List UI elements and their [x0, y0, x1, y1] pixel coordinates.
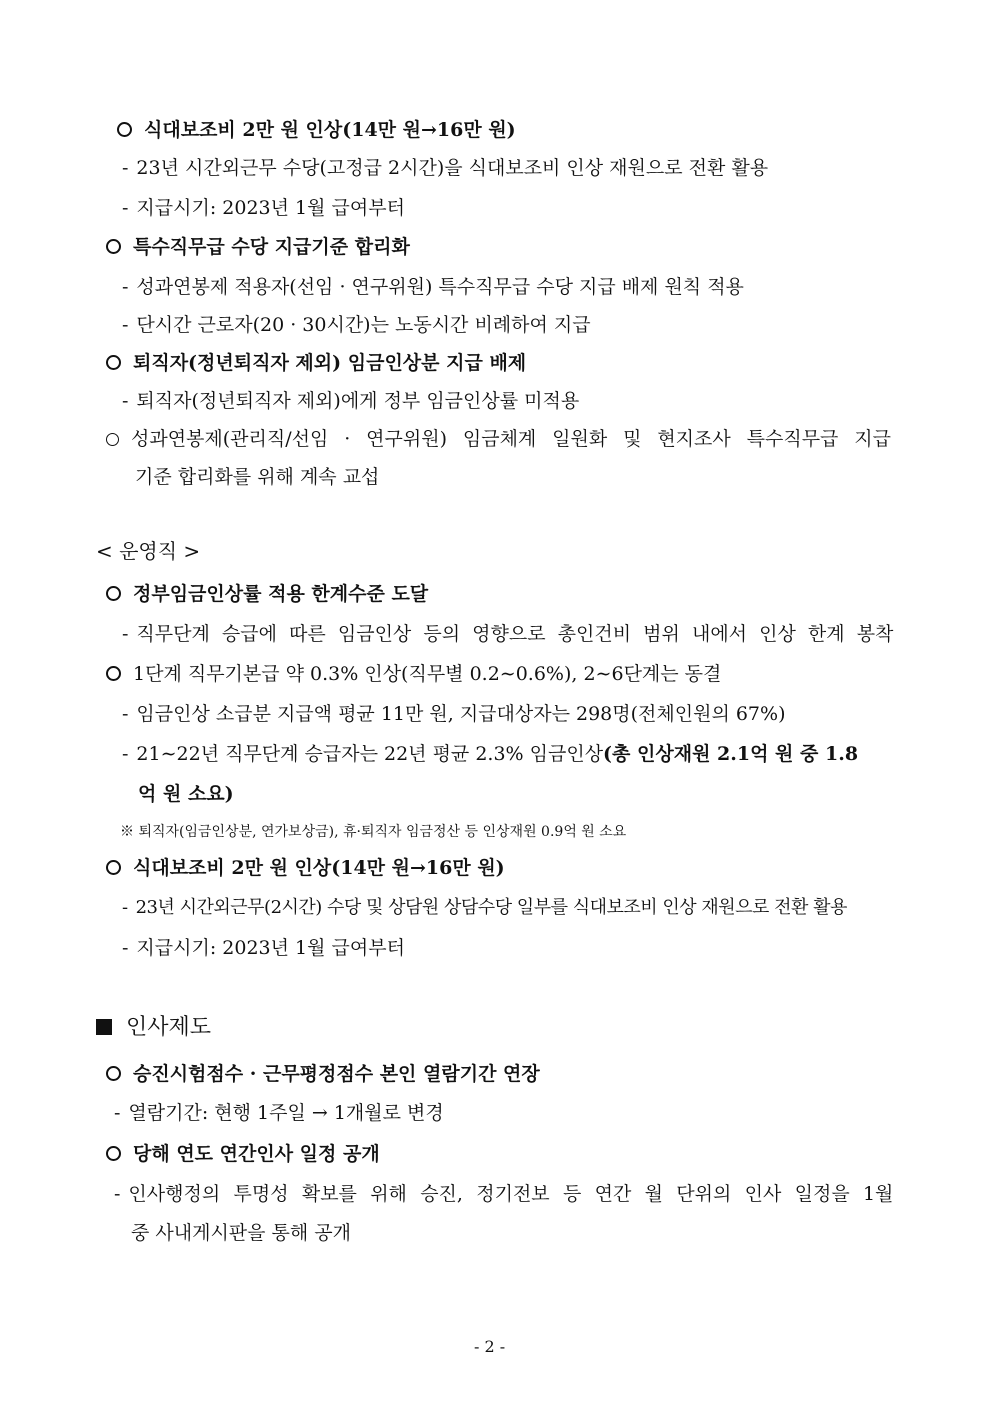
section-heading: < 운영직 > — [96, 539, 201, 563]
bullet-paragraph: 성과연봉제(관리직/선임 · 연구위원) 임금체계 일원화 및 현지조사 특수직무급 지급 — [106, 427, 898, 451]
bullet-heading: 특수직무급 수당 지급기준 합리화 — [106, 235, 410, 259]
dash-item: - 성과연봉제 적용자(선임 · 연구위원) 특수직무급 수당 지급 배제 원칙 적용 — [122, 276, 744, 298]
dash-item: - 지급시기: 2023년 1월 급여부터 — [122, 937, 405, 959]
dash-item: - 지급시기: 2023년 1월 급여부터 — [122, 197, 405, 219]
bullet-heading: 1단계 직무기본급 약 0.3% 인상(직무별 0.2∼0.6%), 2∼6단계는 동결 — [106, 662, 721, 686]
dash-item: - 단시간 근로자(20 · 30시간)는 노동시간 비례하여 지급 — [122, 314, 591, 336]
dash-item: - 열람기간: 현행 1주일 → 1개월로 변경 — [114, 1102, 444, 1124]
dash-item-continuation: 중 사내게시판을 통해 공개 — [131, 1222, 352, 1244]
circle-bullet-icon — [106, 666, 121, 681]
bullet-heading: 식대보조비 2만 원 인상(14만 원→16만 원) — [117, 118, 516, 142]
bullet-paragraph-continuation: 기준 합리화를 위해 계속 교섭 — [135, 466, 380, 488]
bullet-heading: 당해 연도 연간인사 일정 공개 — [106, 1142, 380, 1166]
circle-bullet-icon — [106, 433, 119, 446]
page-number: - 2 - — [474, 1337, 506, 1356]
dash-item: - 인사행정의 투명성 확보를 위해 승진, 정기전보 등 연간 월 단위의 인사 일정을 1월 — [114, 1183, 894, 1205]
dash-item-continuation: 억 원 소요) — [138, 783, 234, 805]
dash-item: - 퇴직자(정년퇴직자 제외)에게 정부 임금인상률 미적용 — [122, 390, 580, 412]
circle-bullet-icon — [106, 586, 121, 601]
circle-bullet-icon — [117, 122, 132, 137]
dash-item: - 임금인상 소급분 지급액 평균 11만 원, 지급대상자는 298명(전체인원의 67%) — [122, 703, 786, 725]
section-heading: 인사제도 — [96, 1016, 211, 1040]
footnote: ※ 퇴직자(임금인상분, 연가보상금), 휴·퇴직자 임금정산 등 인상재원 0.9억 원 소요 — [120, 824, 627, 840]
circle-bullet-icon — [106, 860, 121, 875]
bullet-heading: 퇴직자(정년퇴직자 제외) 임금인상분 지급 배제 — [106, 351, 526, 375]
dash-item: - 직무단계 승급에 따른 임금인상 등의 영향으로 총인건비 범위 내에서 인상 한계 봉착 — [122, 623, 894, 645]
dash-item: - 23년 시간외근무(2시간) 수당 및 상담원 상담수당 일부를 식대보조비 인상 재원으로 전환 활용 — [122, 897, 847, 918]
dash-item: - 21∼22년 직무단계 승급자는 22년 평균 2.3% 임금인상(총 인상재원 2.1억 원 중 1.8 — [122, 743, 859, 765]
circle-bullet-icon — [106, 239, 121, 254]
dash-item: - 23년 시간외근무 수당(고정급 2시간)을 식대보조비 인상 재원으로 전환 활용 — [122, 157, 769, 179]
bullet-heading: 정부임금인상률 적용 한계수준 도달 — [106, 582, 428, 606]
bullet-heading: 식대보조비 2만 원 인상(14만 원→16만 원) — [106, 856, 505, 880]
square-bullet-icon — [96, 1019, 112, 1035]
bullet-heading: 승진시험점수 · 근무평정점수 본인 열람기간 연장 — [106, 1062, 540, 1086]
circle-bullet-icon — [106, 355, 121, 370]
circle-bullet-icon — [106, 1146, 121, 1161]
circle-bullet-icon — [106, 1066, 121, 1081]
